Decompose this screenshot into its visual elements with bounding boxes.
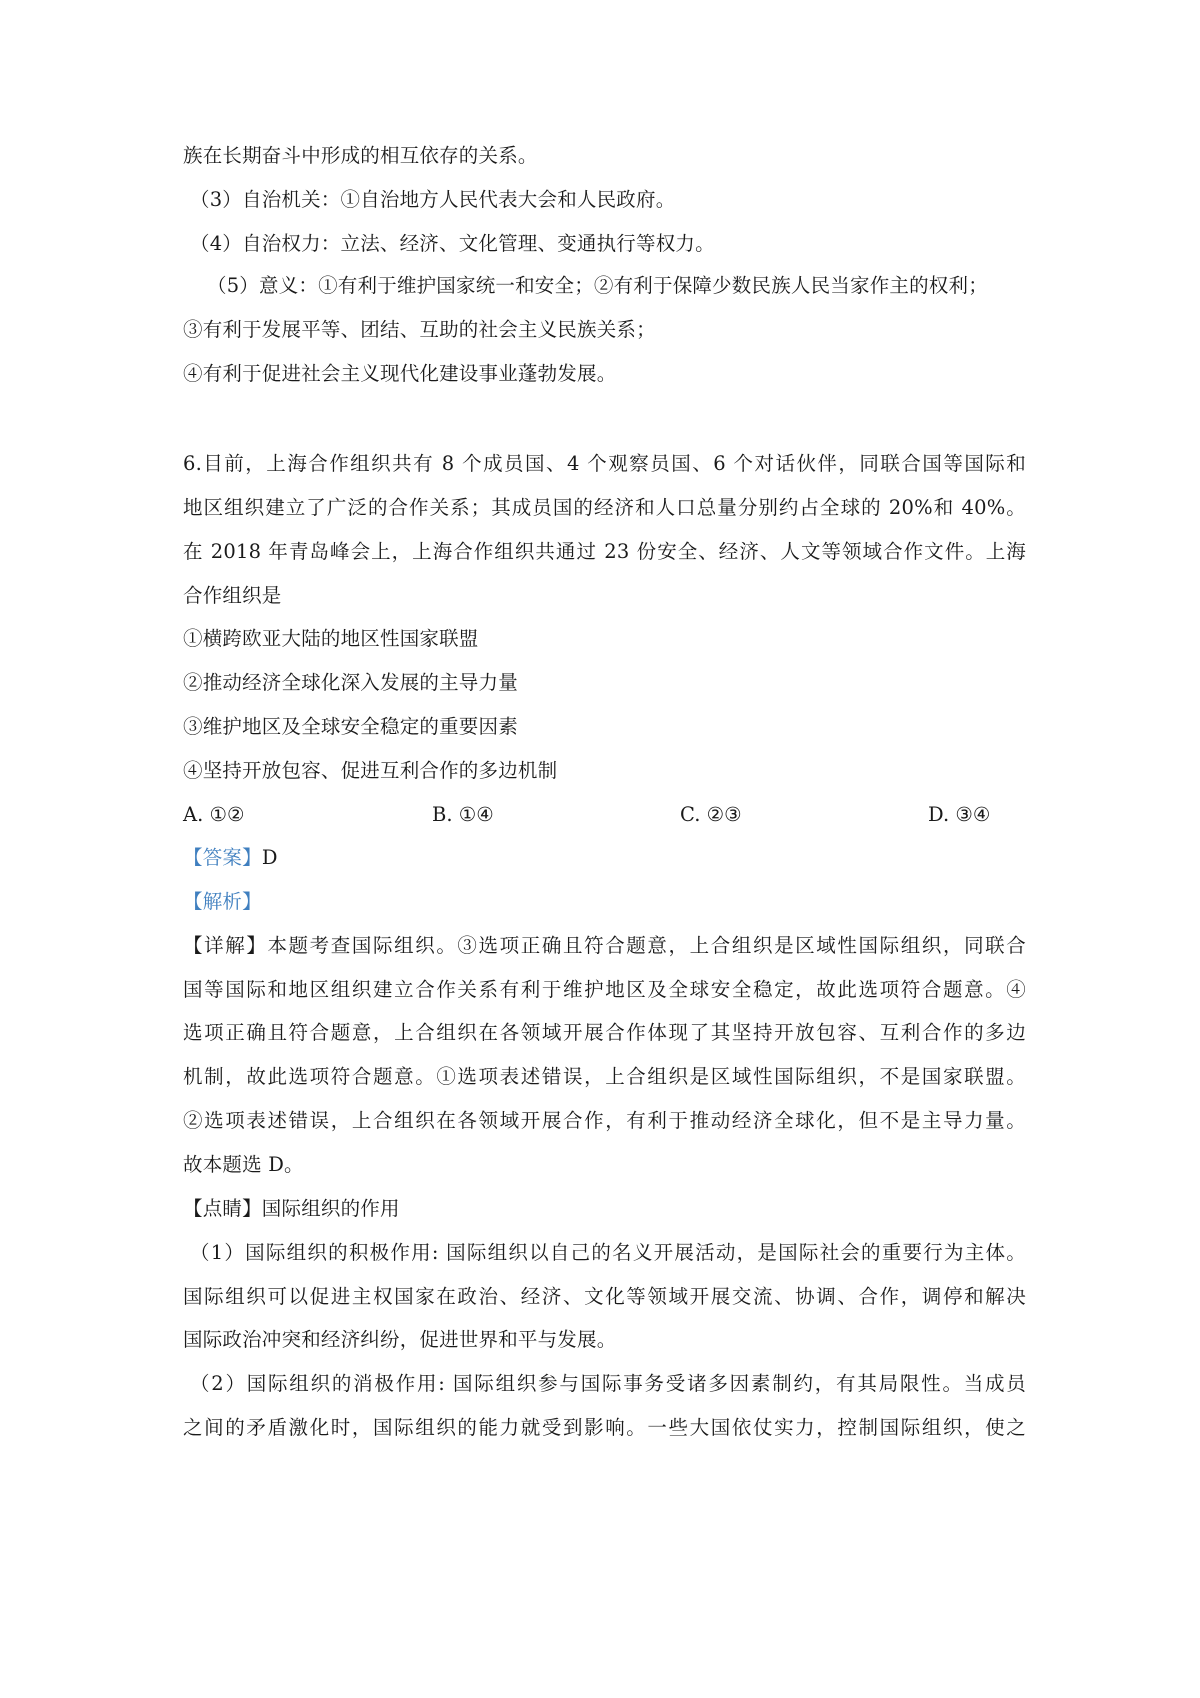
statement-item: ③维护地区及全球安全稳定的重要因素 <box>183 715 518 738</box>
tip-line: 国际组织可以促进主权国家在政治、经济、文化等领域开展交流、协调、合作，调停和解决 <box>183 1285 1026 1308</box>
prev-item-4: （4）自治权力：立法、经济、文化管理、变通执行等权力。 <box>190 232 715 255</box>
tip-line: （2）国际组织的消极作用: 国际组织参与国际事务受诸多因素制约，有其局限性。当成员 <box>190 1372 1026 1395</box>
detail-line: 机制，故此选项符合题意。①选项表述错误，上合组织是区域性国际组织，不是国家联盟。 <box>183 1065 1026 1088</box>
question-line: 6.目前，上海合作组织共有 8 个成员国、4 个观察员国、6 个对话伙伴，同联合国等国际和 <box>183 452 1026 475</box>
tip-title: 【点睛】国际组织的作用 <box>183 1197 400 1220</box>
analysis-label: 【解析】 <box>183 890 262 913</box>
answer-value: D <box>261 846 278 869</box>
option-b: B. ①④ <box>432 803 494 826</box>
statement-item: ①横跨欧亚大陆的地区性国家联盟 <box>183 627 479 650</box>
prev-item-5-b: ③有利于发展平等、团结、互助的社会主义民族关系； <box>183 318 656 341</box>
prev-item-3: （3）自治机关：①自治地方人民代表大会和人民政府。 <box>190 188 676 211</box>
detail-line: 选项正确且符合题意，上合组织在各领域开展合作体现了其坚持开放包容、互利合作的多边 <box>183 1021 1026 1044</box>
tip-line: （1）国际组织的积极作用: 国际组织以自己的名义开展活动，是国际社会的重要行为主体。 <box>190 1241 1026 1264</box>
detail-line: ②选项表述错误，上合组织在各领域开展合作，有利于推动经济全球化，但不是主导力量。 <box>183 1109 1026 1132</box>
question-line: 合作组织是 <box>183 584 282 607</box>
prev-text-line: 族在长期奋斗中形成的相互依存的关系。 <box>183 144 538 167</box>
prev-item-5-c: ④有利于促进社会主义现代化建设事业蓬勃发展。 <box>183 362 617 385</box>
prev-item-5: （5）意义：①有利于维护国家统一和安全；②有利于保障少数民族人民当家作主的权利； <box>207 274 988 297</box>
question-line: 地区组织建立了广泛的合作关系；其成员国的经济和人口总量分别约占全球的 20%和 40%。 <box>183 496 1026 519</box>
answer-label: 【答案】 <box>183 846 262 869</box>
answer-line <box>183 843 278 873</box>
option-c: C. ②③ <box>680 803 742 826</box>
detail-line: 故本题选 D。 <box>183 1153 304 1176</box>
detail-line: 【详解】本题考查国际组织。③选项正确且符合题意，上合组织是区域性国际组织，同联合 <box>183 934 1026 957</box>
tip-line: 国际政治冲突和经济纠纷，促进世界和平与发展。 <box>183 1328 617 1351</box>
tip-line: 之间的矛盾激化时，国际组织的能力就受到影响。一些大国依仗实力，控制国际组织，使之 <box>183 1416 1026 1439</box>
statement-item: ②推动经济全球化深入发展的主导力量 <box>183 671 518 694</box>
question-line: 在 2018 年青岛峰会上，上海合作组织共通过 23 份安全、经济、人文等领域合作文件。上海 <box>183 540 1026 563</box>
statement-item: ④坚持开放包容、促进互利合作的多边机制 <box>183 759 558 782</box>
detail-line: 国等国际和地区组织建立合作关系有利于维护地区及全球安全稳定，故此选项符合题意。④ <box>183 978 1026 1001</box>
option-a: A. ①② <box>183 803 245 826</box>
option-d: D. ③④ <box>928 803 991 826</box>
